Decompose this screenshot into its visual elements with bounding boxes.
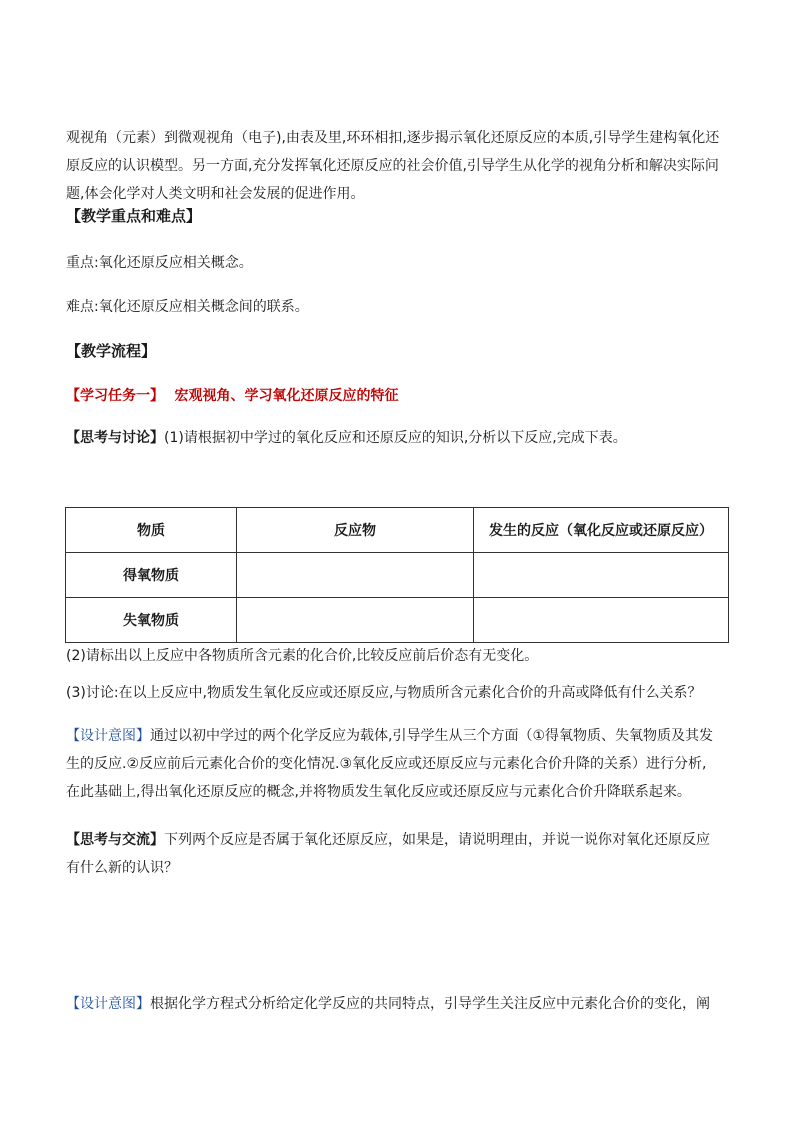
exchange-paragraph xyxy=(66,826,730,882)
table-header-cell: 物质 xyxy=(66,508,237,553)
design1-paragraph xyxy=(66,722,730,806)
table-header-row xyxy=(66,508,729,553)
table-row xyxy=(66,598,729,643)
key-points-heading: 【教学重点和难点】 xyxy=(66,207,202,225)
table-cell xyxy=(237,553,474,598)
intro-paragraph xyxy=(66,124,730,208)
task1-line xyxy=(66,382,730,410)
table-row-label: 得氧物质 xyxy=(66,553,237,598)
table-cell xyxy=(474,553,729,598)
design1-line-1: 通过以初中学过的两个化学反应为载体,引导学生从三个方面（①得氧物质、失氧物质及其发 xyxy=(150,728,713,744)
question-3: (3)讨论:在以上反应中,物质发生氧化反应或还原反应,与物质所含元素化合价的升高或降低有什么关系？ xyxy=(66,685,702,701)
question-2: (2)请标出以上反应中各物质所含元素的化合价,比较反应前后价态有无变化。 xyxy=(66,648,539,664)
design2-paragraph xyxy=(66,990,730,1018)
focus-line: 重点:氧化还原反应相关概念。 xyxy=(66,255,253,271)
exchange-line-2: 有什么新的认识？ xyxy=(66,860,178,876)
task1-title: 宏观视角、学习氧化还原反应的特征 xyxy=(174,388,399,404)
exchange-tag: 【思考与交流】 xyxy=(66,832,164,848)
design2-tag: 【设计意图】 xyxy=(66,996,150,1012)
table-header-cell: 发生的反应（氧化反应或还原反应） xyxy=(474,508,729,553)
intro-line-3: 题,体会化学对人类文明和社会发展的促进作用。 xyxy=(66,186,365,202)
design1-tag: 【设计意图】 xyxy=(66,728,150,744)
table-row xyxy=(66,553,729,598)
table-cell xyxy=(474,598,729,643)
intro-line-2: 原反应的认识模型。另一方面,充分发挥氧化还原反应的社会价值,引导学生从化学的视角分析和解决实际问 xyxy=(66,158,719,174)
design1-line-2: 生的反应.②反应前后元素化合价的变化情况.③氧化反应或还原反应与元素化合价升降的关系）进行分析, xyxy=(66,756,707,772)
task1-tag: 【学习任务一】 xyxy=(66,388,164,404)
intro-line-1: 观视角（元素）到微观视角（电子),由表及里,环环相扣,逐步揭示氧化还原反应的本质,引导学生建构氧化还 xyxy=(66,130,720,146)
table-row-label: 失氧物质 xyxy=(66,598,237,643)
process-heading: 【教学流程】 xyxy=(66,342,157,360)
design2-text: 根据化学方程式分析给定化学反应的共同特点，引导学生关注反应中元素化合价的变化，阐 xyxy=(150,996,710,1012)
discuss1-text: (1)请根据初中学过的氧化反应和还原反应的知识,分析以下反应,完成下表。 xyxy=(164,430,627,446)
exchange-line-1: 下列两个反应是否属于氧化还原反应，如果是，请说明理由，并说一说你对氧化还原反应 xyxy=(164,832,710,848)
design1-line-3: 在此基础上,得出氧化还原反应的概念,并将物质发生氧化反应或还原反应与元素化合价升降联系起来。 xyxy=(66,784,691,800)
difficulty-line: 难点:氧化还原反应相关概念间的联系。 xyxy=(66,299,309,315)
discuss1-line xyxy=(66,424,730,452)
reaction-table xyxy=(65,507,729,643)
table-header-cell: 反应物 xyxy=(237,508,474,553)
table-cell xyxy=(237,598,474,643)
discuss1-tag: 【思考与讨论】 xyxy=(66,430,164,446)
